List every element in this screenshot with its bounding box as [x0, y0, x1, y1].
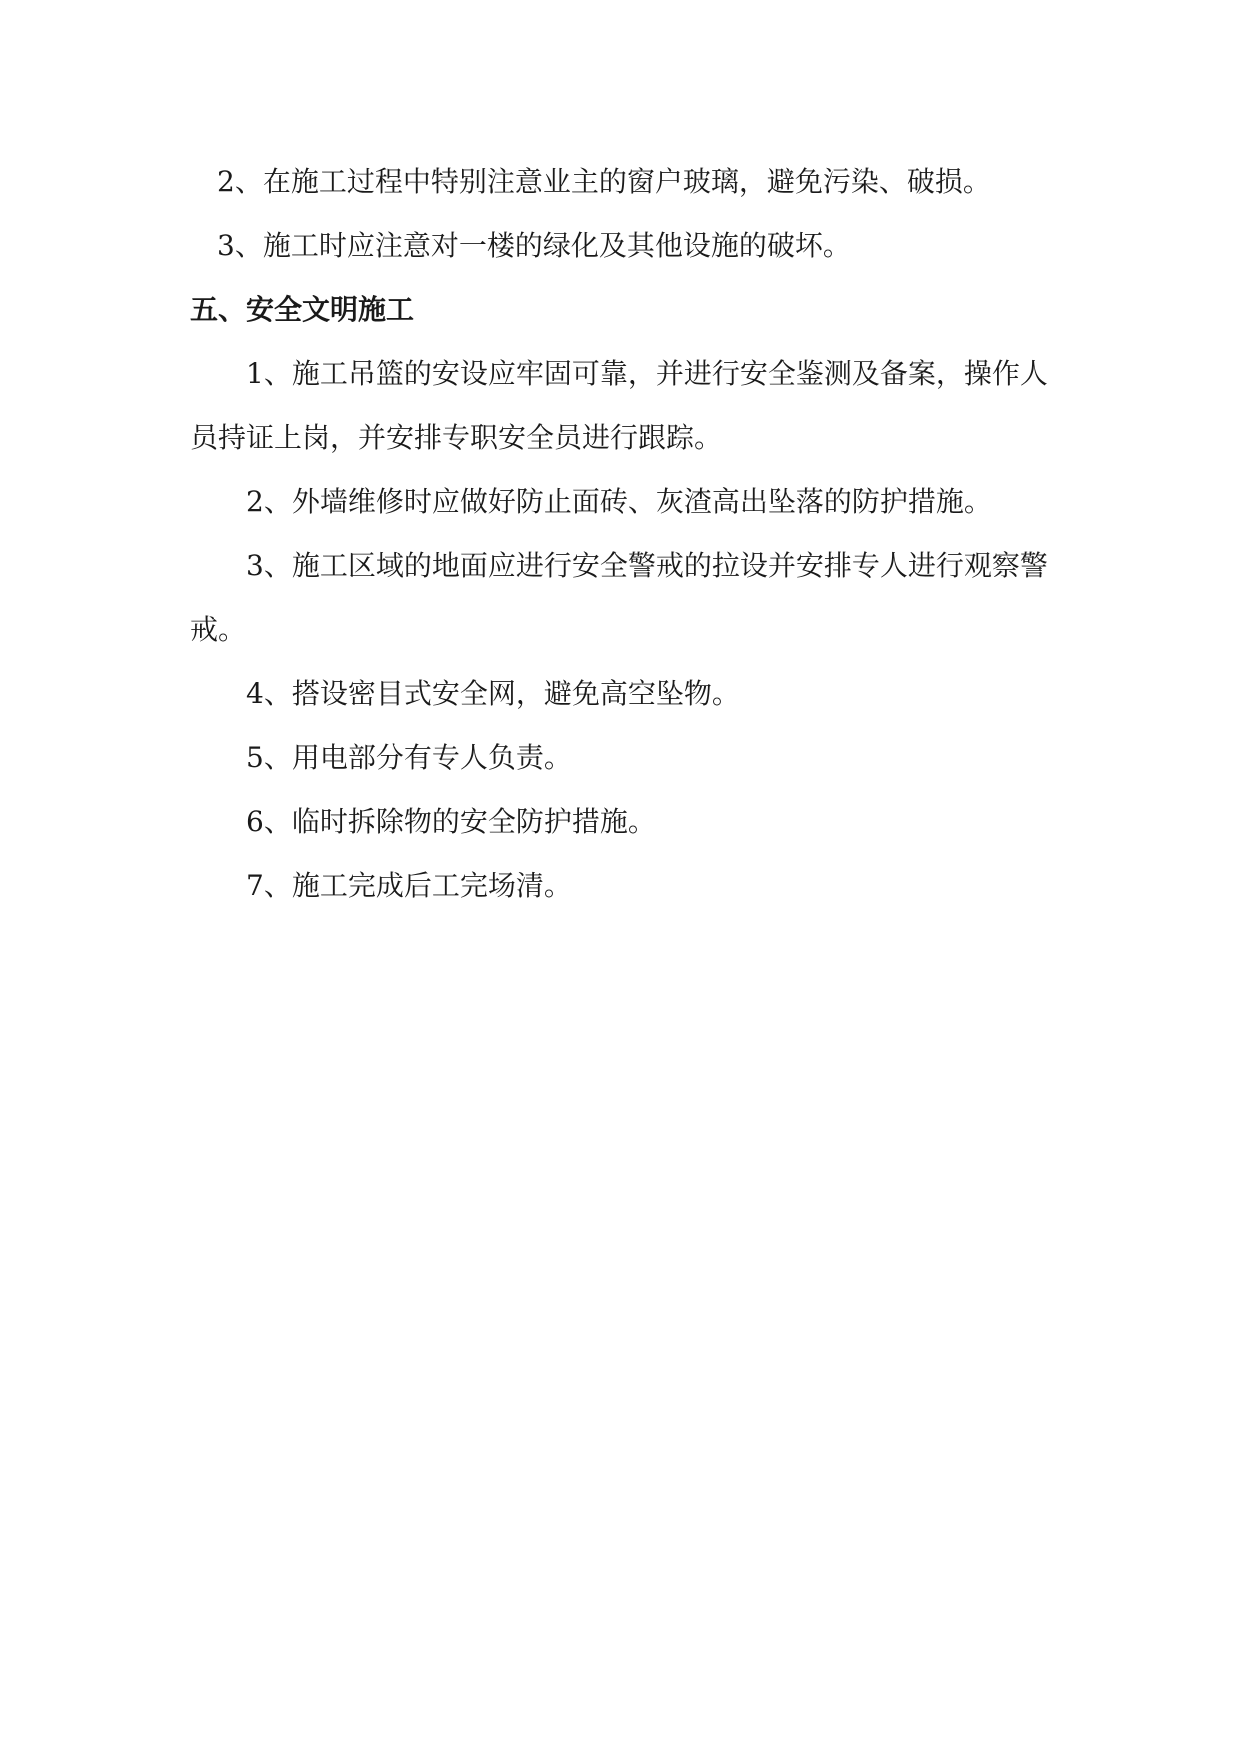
list-item: 5、用电部分有专人负责。	[246, 741, 572, 774]
section-heading: 五、安全文明施工	[190, 293, 415, 326]
list-item: 7、施工完成后工完场清。	[246, 869, 572, 902]
list-item: 2、外墙维修时应做好防止面砖、灰渣高出坠落的防护措施。	[246, 485, 992, 518]
list-item: 6、临时拆除物的安全防护措施。	[246, 805, 656, 838]
list-item: 1、施工吊篮的安设应牢固可靠，并进行安全鉴测及备案，操作人员持证上岗，并安排专职安全员进行跟踪。	[190, 357, 1048, 454]
list-item: 4、搭设密目式安全网，避免高空坠物。	[246, 677, 740, 710]
list-item: 3、施工时应注意对一楼的绿化及其他设施的破坏。	[217, 229, 851, 262]
list-item: 3、施工区域的地面应进行安全警戒的拉设并安排专人进行观察警戒。	[190, 549, 1048, 646]
list-item: 2、在施工过程中特别注意业主的窗户玻璃，避免污染、破损。	[217, 165, 991, 198]
document-page	[190, 150, 1060, 918]
